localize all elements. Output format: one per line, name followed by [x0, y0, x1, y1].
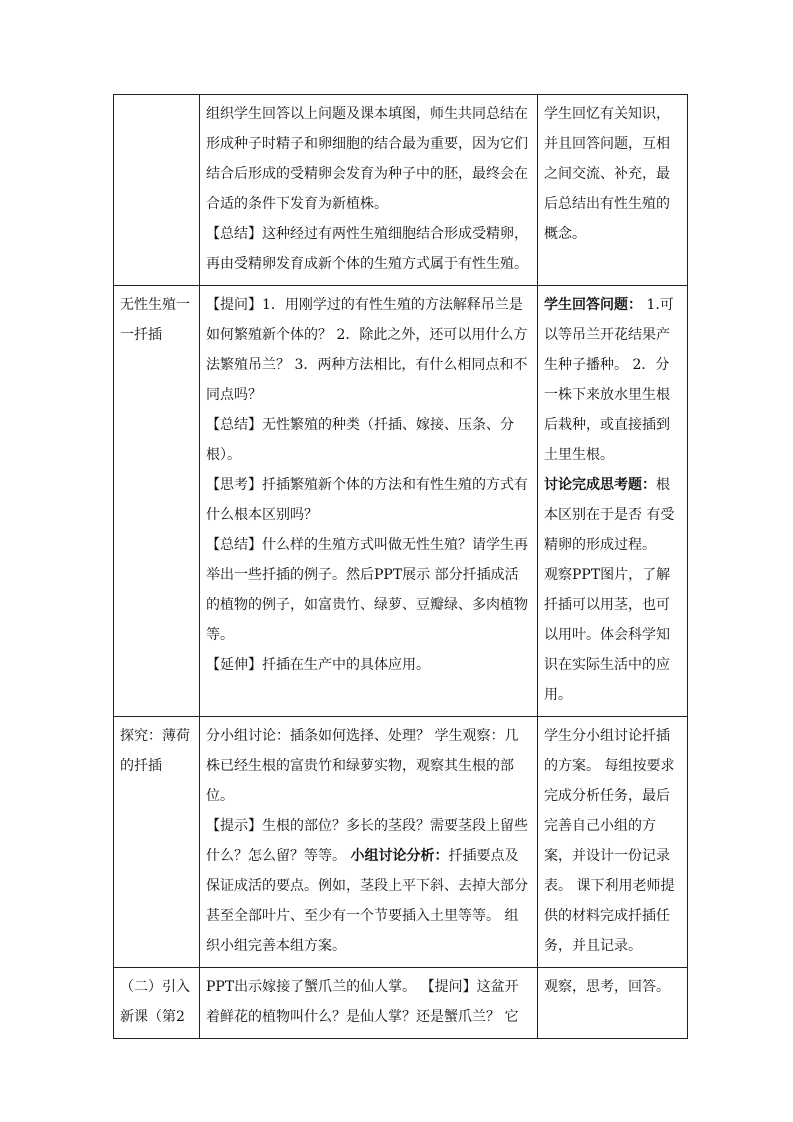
paragraph: 【总结】这种经过有两性生殖细胞结合形成受精卵，再由受精卵发育成新个体的生殖方式属于有性生殖。: [206, 226, 528, 272]
stage-cell: 探究：薄荷的扦插: [114, 717, 200, 968]
teacher-activity-cell: [200, 717, 538, 968]
student-activity-cell: [538, 717, 688, 968]
paragraph: 观察PPT图片，了解扦插可以用茎，也可以用叶。体会科学知识在实际生活中的应用。: [544, 567, 671, 703]
paragraph: 分小组讨论：插条如何选择、处理？ 学生观察：几株已经生根的富贵竹和绿萝实物，观察其生根的部位。: [206, 728, 519, 804]
paragraph: 组织学生回答以上问题及课本填图，师生共同总结在形成种子时精子和卵细胞的结合最为重要，因为它们结合后形成的受精卵会发育为种子中的胚，最终会在合适的条件下发育为新植株。: [206, 106, 528, 212]
table-row: [114, 95, 688, 286]
paragraph: 【总结】什么样的生殖方式叫做无性生殖？请学生再举出一些扦插的例子。然后PPT展示 部分扦插成活的植物的例子，如富贵竹、绿萝、豆瓣绿、多肉植物等。: [206, 537, 528, 643]
paragraph: 【提问】1．用刚学过的有性生殖的方法解释吊兰是如何繁殖新个体的？ 2．除此之外，还可以用什么方法繁殖吊兰？ 3．两种方法相比，有什么相同点和不同点吗？: [206, 297, 528, 403]
stage-cell: 无性生殖一一扦插: [114, 286, 200, 717]
student-activity-cell: [538, 968, 688, 1039]
stage-cell: [114, 95, 200, 286]
paragraph: 学生回答问题： 1.可以等吊兰开花结果产生种子播种。 2．分一株下来放水里生根后栽种，或直接插到土里生根。: [544, 297, 674, 463]
paragraph: 学生回忆有关知识，并且回答问题，互相之间交流、补充，最后总结出有性生殖的概念。: [544, 106, 670, 242]
stage-cell: （二）引入新课（第2: [114, 968, 200, 1039]
lesson-plan-table: [113, 94, 688, 1039]
paragraph: 【思考】扦插繁殖新个体的方法和有性生殖的方式有什么根本区别吗？: [206, 477, 528, 523]
table-row: [114, 717, 688, 968]
student-activity-cell: [538, 95, 688, 286]
paragraph: 讨论完成思考题：根本区别在于是否 有受精卵的形成过程。: [544, 477, 675, 553]
paragraph: 观察，思考，回答。: [544, 979, 670, 995]
paragraph: 学生分小组讨论扦插的方案。 每组按要求完成分析任务，最后完善自己小组的方案，并设计一份记录表。 课下利用老师提供的材料完成扦插任务，并且记录。: [544, 728, 675, 954]
table-row: [114, 286, 688, 717]
paragraph: 【提示】生根的部位？多长的茎段？需要茎段上留些什么？怎么留？等等。 小组讨论分析：扦插要点及保证成活的要点。例如，茎段上平下斜、去掉大部分甚至全部叶片、至少有一个节要插入土里等等。 组织小组完善本组方案。: [206, 818, 528, 954]
student-activity-cell: [538, 286, 688, 717]
paragraph: 【延伸】扦插在生产中的具体应用。: [206, 657, 430, 673]
paragraph: 【总结】无性繁殖的种类（扦插、嫁接、压条、分根）。: [206, 417, 514, 463]
paragraph: PPT出示嫁接了蟹爪兰的仙人掌。 【提问】这盆开着鲜花的植物叫什么？是仙人掌？还是蟹爪兰？ 它: [206, 979, 519, 1025]
teacher-activity-cell: [200, 286, 538, 717]
table-row: [114, 968, 688, 1039]
teacher-activity-cell: [200, 95, 538, 286]
teacher-activity-cell: [200, 968, 538, 1039]
